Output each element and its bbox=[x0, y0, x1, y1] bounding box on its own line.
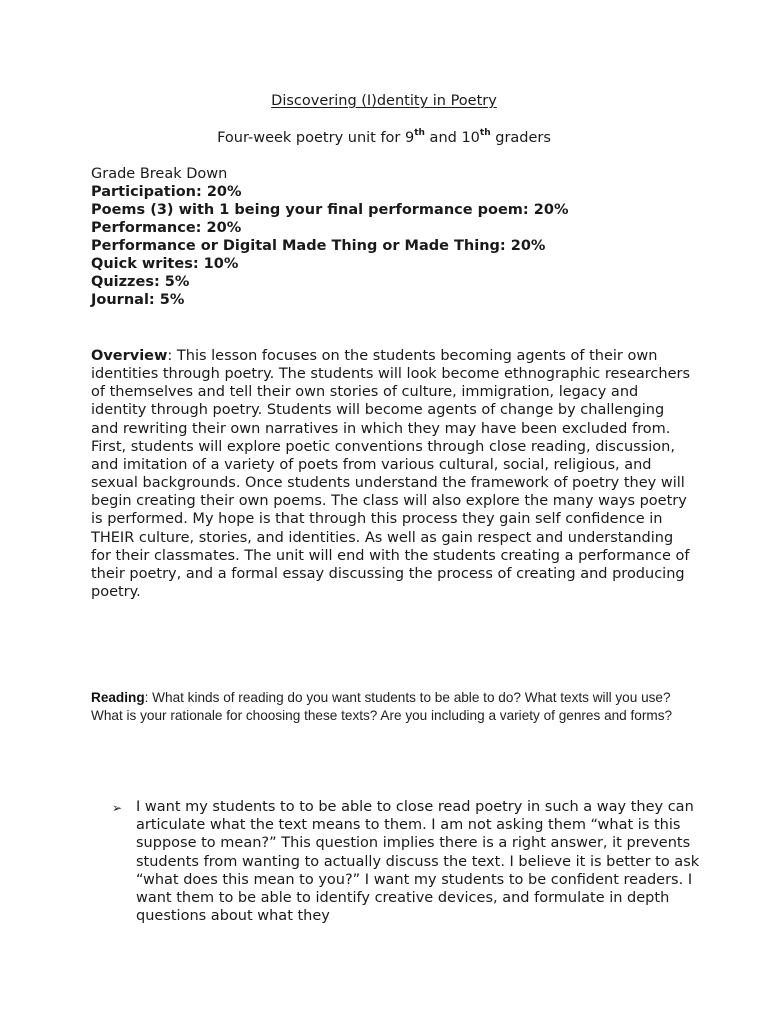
grade-item-quick-writes: Quick writes: 10% bbox=[91, 256, 239, 272]
reading-label: Reading bbox=[91, 690, 145, 705]
grade-item-made-thing: Performance or Digital Made Thing or Made Thing: 20% bbox=[91, 238, 546, 254]
bullet-list bbox=[112, 798, 712, 925]
reading-prompt bbox=[91, 689, 691, 725]
subtitle-middle: and 10 bbox=[424, 129, 480, 146]
grade-item-quizzes: Quizzes: 5% bbox=[91, 274, 190, 290]
grade-breakdown bbox=[91, 165, 568, 309]
grade-item-journal: Journal: 5% bbox=[91, 292, 185, 308]
grade-item-poems: Poems (3) with 1 being your final performance poem: 20% bbox=[91, 202, 569, 218]
grade-item-performance: Performance: 20% bbox=[91, 220, 242, 236]
document-subtitle bbox=[0, 129, 768, 146]
subtitle-superscript-2: th bbox=[479, 128, 491, 138]
reading-text: : What kinds of reading do you want students to be able to do? What texts will you use? What is your rationale for choosing these texts? Are you including a variety of genres and forms? bbox=[91, 690, 673, 724]
subtitle-prefix: Four-week poetry unit for 9 bbox=[217, 129, 415, 146]
grade-breakdown-heading: Grade Break Down bbox=[91, 166, 228, 182]
grade-item-participation: Participation: 20% bbox=[91, 184, 242, 200]
overview-paragraph bbox=[91, 347, 691, 601]
subtitle-superscript-1: th bbox=[414, 128, 425, 138]
document-title: Discovering (I)dentity in Poetry bbox=[271, 93, 497, 109]
overview-text: : This lesson focuses on the students becoming agents of their own identities through poetry. The students will look become ethnographic researchers of themselves and tell their own stories of culture, immigration, legacy and identity through poetry. Students will become agents of change by challenging and rewriting their own narratives in which they may have been excluded from. First, students will explore poetic conventions through close reading, discussion, and imitation of a variety of poets from various cultural, social, religious, and sexual backgrounds. Once students understand the framework of poetry they will begin creating their own poems. The class will also explore the many ways poetry is performed. My hope is that through this process they gain self confidence in THEIR culture, stories, and identities. As well as gain respect and understanding for their classmates. The unit will end with the students creating a performance of their poetry, and a formal essay discussing the process of creating and producing poetry. bbox=[91, 348, 691, 601]
subtitle-suffix: graders bbox=[490, 129, 551, 146]
bullet-item-text: I want my students to to be able to close read poetry in such a way they can articulate what the text means to them. I am not asking them “what is this suppose to mean?” This question implies there is a right answer, it prevents students from wanting to actually discuss the text. I believe it is better to ask “what does this mean to you?” I want my students to be confident readers. I want them to be able to identify creative devices, and formulate in depth questions about what they bbox=[136, 799, 700, 925]
overview-label: Overview bbox=[91, 348, 168, 364]
arrow-bullet-icon: ➢ bbox=[112, 801, 123, 815]
